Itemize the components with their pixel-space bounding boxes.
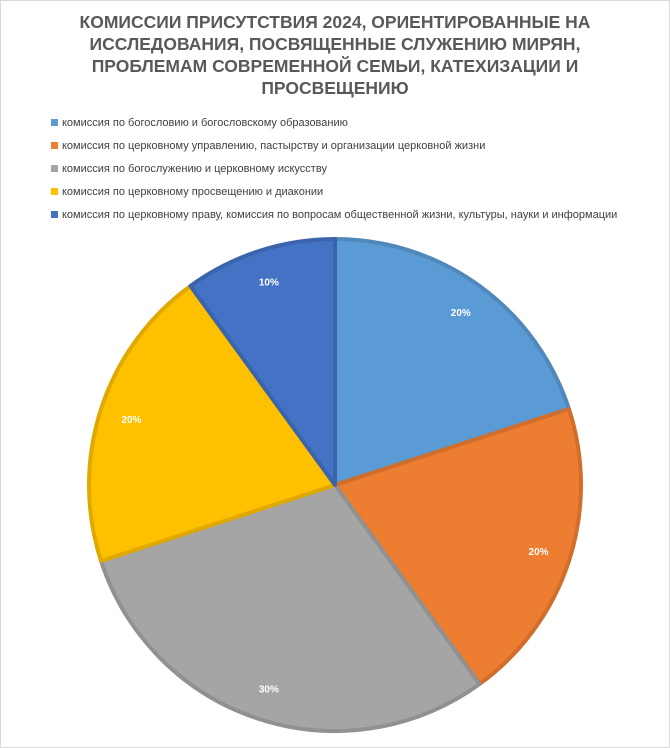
data-label: 20% [121,414,142,426]
data-label: 20% [450,307,471,319]
data-label: 10% [258,277,279,289]
legend-label: комиссия по богословию и богословскому образованию [62,116,348,129]
pie-chart [1,1,669,747]
legend-label: комиссия по церковному управлению, пастырству и организации церковной жизни [62,139,486,152]
legend-label: комиссия по богослужению и церковному искусству [62,162,327,175]
data-label: 20% [528,547,549,559]
legend-label: комиссия по церковному праву, комиссия по вопросам общественной жизни, культуры, науки и информации [62,208,618,221]
data-label: 30% [258,684,279,696]
chart-title: КОМИССИИ ПРИСУТСТВИЯ 2024, ОРИЕНТИРОВАННЫЕ НА ИССЛЕДОВАНИЯ, ПОСВЯЩЕННЫЕ СЛУЖЕНИЮ МИРЯН, ПРОБЛЕМАМ СОВРЕМЕННОЙ СЕМЬИ, КАТЕХИЗАЦИИ И ПРОСВЕЩЕНИЮ [79,12,591,98]
legend-label: комиссия по церковному просвещению и диаконии [62,185,324,198]
